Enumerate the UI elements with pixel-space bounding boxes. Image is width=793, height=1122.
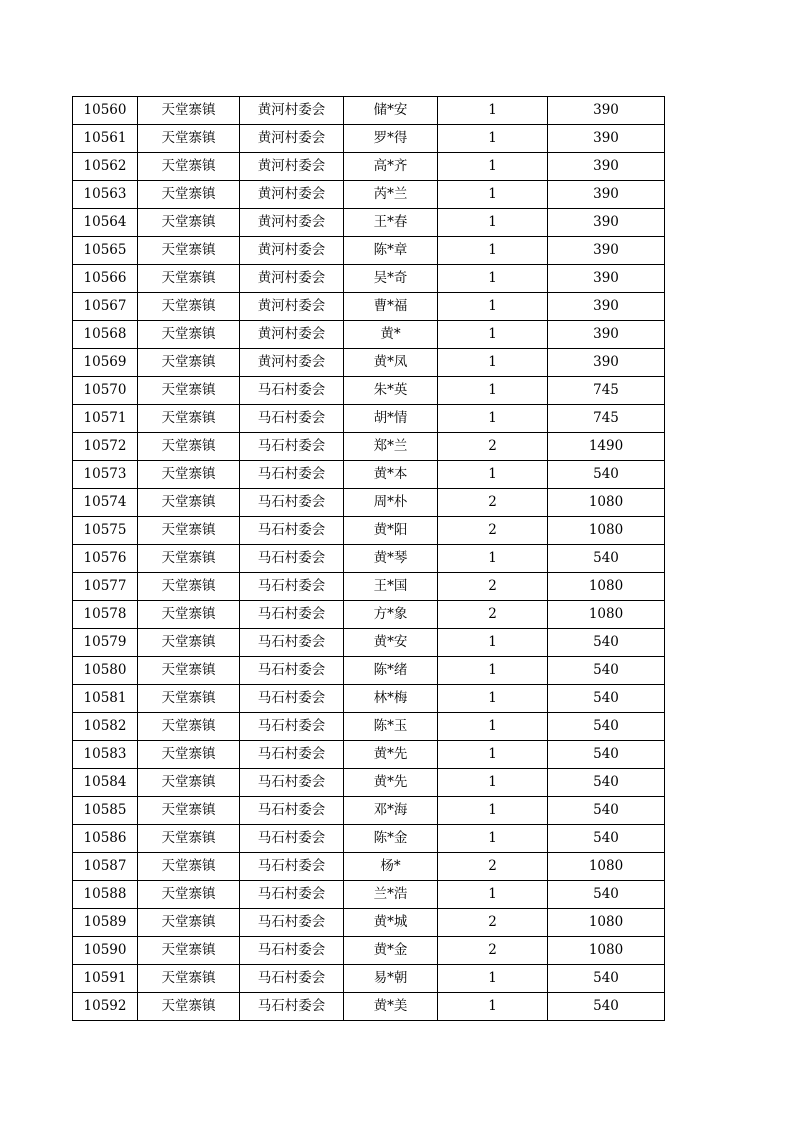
table-row [73,769,665,797]
record-id-cell: 10584 [73,769,138,797]
table-row [73,881,665,909]
village-cell: 黄河村委会 [240,293,344,321]
village-cell: 马石村委会 [240,489,344,517]
table-row [73,97,665,125]
town-cell: 天堂寨镇 [138,237,240,265]
amount-cell: 1080 [548,937,665,965]
village-cell: 马石村委会 [240,545,344,573]
town-cell: 天堂寨镇 [138,629,240,657]
record-id-cell: 10586 [73,825,138,853]
record-id-cell: 10585 [73,797,138,825]
record-id-cell: 10579 [73,629,138,657]
count-cell: 2 [438,937,548,965]
record-id-cell: 10587 [73,853,138,881]
amount-cell: 540 [548,741,665,769]
town-cell: 天堂寨镇 [138,601,240,629]
table-row [73,685,665,713]
amount-cell: 1080 [548,573,665,601]
name-cell: 陈*章 [344,237,438,265]
record-id-cell: 10561 [73,125,138,153]
record-id-cell: 10583 [73,741,138,769]
count-cell: 1 [438,965,548,993]
amount-cell: 1080 [548,601,665,629]
count-cell: 1 [438,713,548,741]
table-row [73,713,665,741]
village-cell: 马石村委会 [240,881,344,909]
record-id-cell: 10582 [73,713,138,741]
town-cell: 天堂寨镇 [138,321,240,349]
count-cell: 1 [438,545,548,573]
amount-cell: 390 [548,265,665,293]
record-id-cell: 10560 [73,97,138,125]
amount-cell: 540 [548,825,665,853]
name-cell: 芮*兰 [344,181,438,209]
town-cell: 天堂寨镇 [138,377,240,405]
town-cell: 天堂寨镇 [138,489,240,517]
amount-cell: 390 [548,349,665,377]
record-id-cell: 10564 [73,209,138,237]
town-cell: 天堂寨镇 [138,965,240,993]
amount-cell: 540 [548,545,665,573]
village-cell: 黄河村委会 [240,321,344,349]
name-cell: 黄*先 [344,741,438,769]
count-cell: 2 [438,573,548,601]
count-cell: 1 [438,181,548,209]
village-cell: 黄河村委会 [240,181,344,209]
name-cell: 吴*奇 [344,265,438,293]
name-cell: 黄*阳 [344,517,438,545]
count-cell: 1 [438,97,548,125]
table-row [73,153,665,181]
name-cell: 黄*先 [344,769,438,797]
village-cell: 黄河村委会 [240,153,344,181]
count-cell: 1 [438,405,548,433]
record-id-cell: 10565 [73,237,138,265]
count-cell: 1 [438,657,548,685]
amount-cell: 540 [548,461,665,489]
amount-cell: 540 [548,685,665,713]
name-cell: 周*朴 [344,489,438,517]
village-cell: 马石村委会 [240,573,344,601]
record-id-cell: 10566 [73,265,138,293]
village-cell: 马石村委会 [240,713,344,741]
village-cell: 马石村委会 [240,909,344,937]
count-cell: 2 [438,517,548,545]
table-row [73,489,665,517]
village-cell: 马石村委会 [240,825,344,853]
amount-cell: 390 [548,153,665,181]
table-row [73,349,665,377]
table-row [73,573,665,601]
data-table [72,96,665,1021]
name-cell: 曹*福 [344,293,438,321]
table-row [73,629,665,657]
name-cell: 邓*海 [344,797,438,825]
amount-cell: 540 [548,769,665,797]
town-cell: 天堂寨镇 [138,657,240,685]
record-id-cell: 10569 [73,349,138,377]
count-cell: 1 [438,825,548,853]
town-cell: 天堂寨镇 [138,153,240,181]
town-cell: 天堂寨镇 [138,209,240,237]
name-cell: 方*象 [344,601,438,629]
amount-cell: 1080 [548,909,665,937]
count-cell: 1 [438,461,548,489]
town-cell: 天堂寨镇 [138,265,240,293]
town-cell: 天堂寨镇 [138,573,240,601]
town-cell: 天堂寨镇 [138,405,240,433]
village-cell: 马石村委会 [240,433,344,461]
name-cell: 林*梅 [344,685,438,713]
name-cell: 王*春 [344,209,438,237]
record-id-cell: 10574 [73,489,138,517]
count-cell: 1 [438,125,548,153]
village-cell: 马石村委会 [240,601,344,629]
record-id-cell: 10576 [73,545,138,573]
village-cell: 马石村委会 [240,629,344,657]
count-cell: 1 [438,797,548,825]
table-row [73,853,665,881]
village-cell: 马石村委会 [240,517,344,545]
name-cell: 郑*兰 [344,433,438,461]
record-id-cell: 10581 [73,685,138,713]
amount-cell: 540 [548,629,665,657]
town-cell: 天堂寨镇 [138,993,240,1021]
town-cell: 天堂寨镇 [138,461,240,489]
town-cell: 天堂寨镇 [138,713,240,741]
record-id-cell: 10573 [73,461,138,489]
village-cell: 黄河村委会 [240,125,344,153]
town-cell: 天堂寨镇 [138,293,240,321]
table-row [73,825,665,853]
table-row [73,377,665,405]
record-id-cell: 10589 [73,909,138,937]
name-cell: 高*齐 [344,153,438,181]
name-cell: 黄*琴 [344,545,438,573]
record-id-cell: 10571 [73,405,138,433]
record-id-cell: 10588 [73,881,138,909]
table-row [73,937,665,965]
village-cell: 马石村委会 [240,657,344,685]
town-cell: 天堂寨镇 [138,181,240,209]
table-row [73,265,665,293]
name-cell: 黄*美 [344,993,438,1021]
table-row [73,545,665,573]
name-cell: 陈*玉 [344,713,438,741]
count-cell: 1 [438,265,548,293]
count-cell: 2 [438,433,548,461]
count-cell: 1 [438,321,548,349]
village-cell: 马石村委会 [240,769,344,797]
table-row [73,965,665,993]
amount-cell: 1490 [548,433,665,461]
table-row [73,293,665,321]
table-row [73,181,665,209]
name-cell: 储*安 [344,97,438,125]
table-row [73,741,665,769]
village-cell: 马石村委会 [240,461,344,489]
table-row [73,125,665,153]
count-cell: 1 [438,629,548,657]
village-cell: 马石村委会 [240,993,344,1021]
name-cell: 黄*城 [344,909,438,937]
table-row [73,321,665,349]
name-cell: 胡*情 [344,405,438,433]
amount-cell: 390 [548,181,665,209]
name-cell: 黄* [344,321,438,349]
name-cell: 黄*安 [344,629,438,657]
town-cell: 天堂寨镇 [138,125,240,153]
amount-cell: 540 [548,881,665,909]
record-id-cell: 10563 [73,181,138,209]
town-cell: 天堂寨镇 [138,769,240,797]
name-cell: 黄*凤 [344,349,438,377]
table-row [73,237,665,265]
amount-cell: 745 [548,405,665,433]
town-cell: 天堂寨镇 [138,97,240,125]
amount-cell: 1080 [548,489,665,517]
record-id-cell: 10592 [73,993,138,1021]
name-cell: 陈*绪 [344,657,438,685]
table-body [73,97,665,1021]
name-cell: 杨* [344,853,438,881]
village-cell: 马石村委会 [240,741,344,769]
town-cell: 天堂寨镇 [138,433,240,461]
village-cell: 马石村委会 [240,965,344,993]
amount-cell: 390 [548,237,665,265]
village-cell: 黄河村委会 [240,237,344,265]
town-cell: 天堂寨镇 [138,797,240,825]
record-id-cell: 10567 [73,293,138,321]
village-cell: 黄河村委会 [240,349,344,377]
count-cell: 1 [438,293,548,321]
count-cell: 2 [438,489,548,517]
name-cell: 易*朝 [344,965,438,993]
village-cell: 马石村委会 [240,797,344,825]
table-row [73,461,665,489]
amount-cell: 540 [548,713,665,741]
village-cell: 马石村委会 [240,405,344,433]
record-id-cell: 10572 [73,433,138,461]
amount-cell: 540 [548,657,665,685]
count-cell: 1 [438,349,548,377]
table-row [73,909,665,937]
table-row [73,433,665,461]
amount-cell: 390 [548,321,665,349]
table-row [73,657,665,685]
town-cell: 天堂寨镇 [138,349,240,377]
name-cell: 兰*浩 [344,881,438,909]
village-cell: 马石村委会 [240,685,344,713]
amount-cell: 1080 [548,853,665,881]
amount-cell: 390 [548,293,665,321]
amount-cell: 1080 [548,517,665,545]
amount-cell: 390 [548,125,665,153]
amount-cell: 540 [548,797,665,825]
name-cell: 王*国 [344,573,438,601]
town-cell: 天堂寨镇 [138,909,240,937]
amount-cell: 745 [548,377,665,405]
record-id-cell: 10570 [73,377,138,405]
village-cell: 马石村委会 [240,853,344,881]
count-cell: 1 [438,881,548,909]
count-cell: 1 [438,209,548,237]
count-cell: 1 [438,993,548,1021]
count-cell: 1 [438,685,548,713]
count-cell: 2 [438,601,548,629]
table-row [73,601,665,629]
table-row [73,993,665,1021]
record-id-cell: 10591 [73,965,138,993]
amount-cell: 540 [548,965,665,993]
village-cell: 黄河村委会 [240,265,344,293]
count-cell: 2 [438,909,548,937]
record-id-cell: 10568 [73,321,138,349]
table-row [73,405,665,433]
name-cell: 黄*金 [344,937,438,965]
record-id-cell: 10590 [73,937,138,965]
town-cell: 天堂寨镇 [138,517,240,545]
village-cell: 马石村委会 [240,377,344,405]
count-cell: 1 [438,237,548,265]
count-cell: 1 [438,769,548,797]
count-cell: 1 [438,377,548,405]
name-cell: 黄*本 [344,461,438,489]
town-cell: 天堂寨镇 [138,937,240,965]
count-cell: 2 [438,853,548,881]
table-row [73,517,665,545]
count-cell: 1 [438,741,548,769]
town-cell: 天堂寨镇 [138,545,240,573]
table-row [73,797,665,825]
village-cell: 黄河村委会 [240,209,344,237]
village-cell: 马石村委会 [240,937,344,965]
village-cell: 黄河村委会 [240,97,344,125]
town-cell: 天堂寨镇 [138,685,240,713]
table-row [73,209,665,237]
name-cell: 罗*得 [344,125,438,153]
name-cell: 朱*英 [344,377,438,405]
amount-cell: 390 [548,209,665,237]
record-id-cell: 10580 [73,657,138,685]
record-id-cell: 10575 [73,517,138,545]
count-cell: 1 [438,153,548,181]
town-cell: 天堂寨镇 [138,853,240,881]
record-id-cell: 10578 [73,601,138,629]
town-cell: 天堂寨镇 [138,825,240,853]
town-cell: 天堂寨镇 [138,881,240,909]
amount-cell: 540 [548,993,665,1021]
town-cell: 天堂寨镇 [138,741,240,769]
name-cell: 陈*金 [344,825,438,853]
record-id-cell: 10577 [73,573,138,601]
amount-cell: 390 [548,97,665,125]
record-id-cell: 10562 [73,153,138,181]
